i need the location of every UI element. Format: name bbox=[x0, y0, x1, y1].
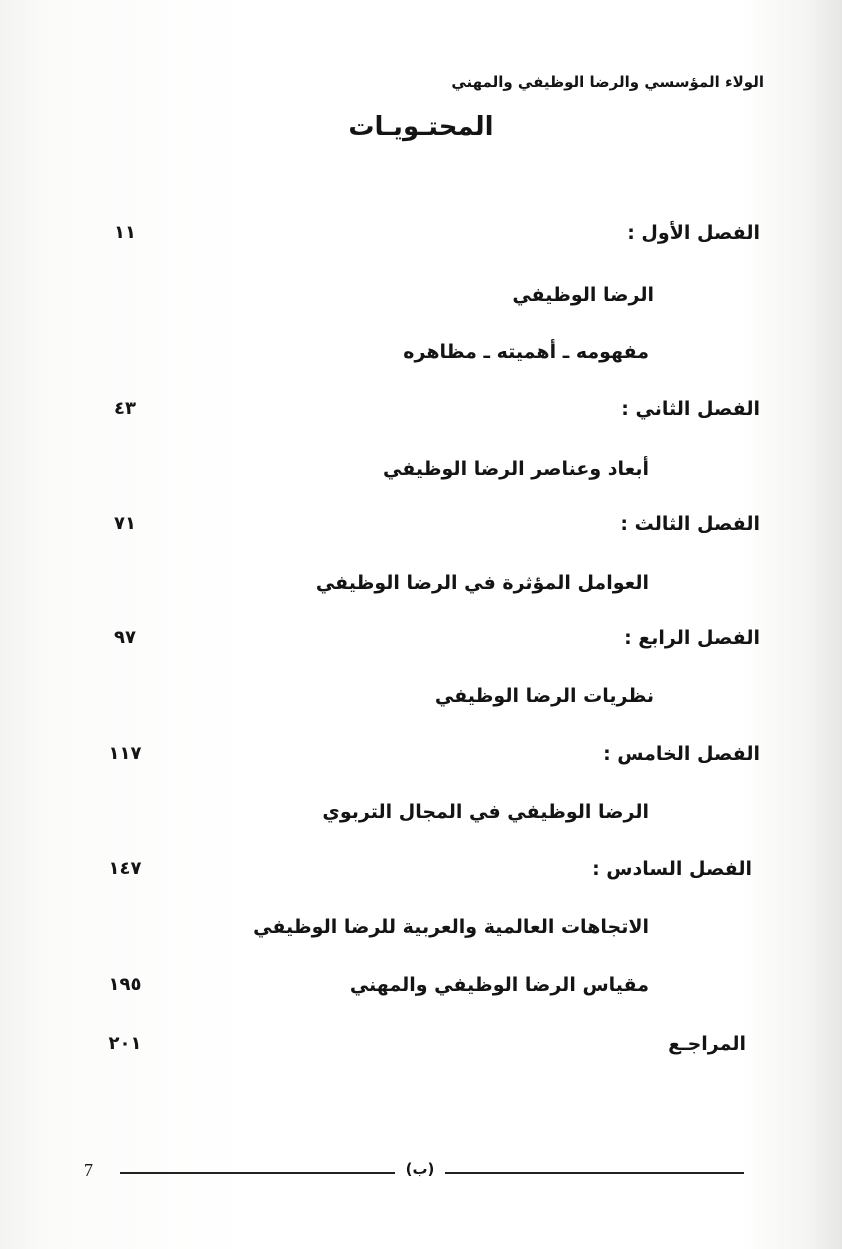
toc-page-number: ٤٣ bbox=[114, 398, 136, 419]
toc-entry-label: نظريات الرضا الوظيفي bbox=[434, 685, 654, 707]
toc-references bbox=[0, 1033, 842, 1073]
toc-chapter-5 bbox=[0, 743, 842, 783]
contents-title: المحتـويـات bbox=[348, 112, 494, 142]
toc-entry-label: الفصل الخامس : bbox=[603, 743, 760, 765]
toc-page-number: ٩٧ bbox=[114, 627, 136, 648]
toc-entry-label: الفصل الرابع : bbox=[624, 627, 760, 649]
toc-page-number: ١٤٧ bbox=[108, 858, 142, 879]
toc-page-number: ١٩٥ bbox=[108, 974, 142, 995]
toc-page-number: ١١ bbox=[114, 222, 136, 243]
running-header bbox=[80, 73, 764, 103]
footer-page-number: 7 bbox=[84, 1160, 93, 1180]
toc-entry-label: الفصل السادس : bbox=[592, 858, 752, 880]
page-footer bbox=[0, 1158, 842, 1188]
toc-entry-label: العوامل المؤثرة في الرضا الوظيفي bbox=[315, 572, 649, 594]
toc-entry-label: الرضا الوظيفي في المجال التربوي bbox=[322, 801, 649, 823]
toc-entry-label: الاتجاهات العالمية والعربية للرضا الوظيفي bbox=[253, 916, 649, 938]
toc-chapter-2 bbox=[0, 398, 842, 438]
header-title: الولاء المؤسسي والرضا الوظيفي والمهني bbox=[451, 73, 764, 91]
toc-entry-label: مفهومه ـ أهميته ـ مظاهره bbox=[403, 341, 649, 363]
toc-page-number: ١١٧ bbox=[108, 743, 142, 764]
toc-chapter-1-subtitle bbox=[0, 341, 842, 381]
toc-chapter-5-title bbox=[0, 801, 842, 841]
toc-entry-label: أبعاد وعناصر الرضا الوظيفي bbox=[382, 458, 649, 480]
toc-chapter-3 bbox=[0, 513, 842, 553]
footer-page-mark: (ب) bbox=[395, 1160, 445, 1178]
toc-entry-label: الرضا الوظيفي bbox=[512, 284, 654, 306]
toc-entry-label: الفصل الثاني : bbox=[621, 398, 760, 420]
toc-chapter-4-title bbox=[0, 685, 842, 725]
toc-page-number: ٧١ bbox=[114, 513, 136, 534]
toc-chapter-1 bbox=[0, 222, 842, 262]
toc-chapter-4 bbox=[0, 627, 842, 667]
toc-chapter-6-title bbox=[0, 916, 842, 956]
toc-entry-label: الفصل الثالث : bbox=[620, 513, 760, 535]
toc-chapter-1-title bbox=[0, 284, 842, 324]
toc-entry-label: مقياس الرضا الوظيفي والمهني bbox=[349, 974, 649, 996]
toc-chapter-2-title bbox=[0, 458, 842, 498]
toc-entry-label: الفصل الأول : bbox=[627, 222, 760, 244]
toc-scale-entry bbox=[0, 974, 842, 1014]
toc-page-number: ٢٠١ bbox=[108, 1033, 142, 1054]
toc-chapter-6 bbox=[0, 858, 842, 898]
toc-chapter-3-title bbox=[0, 572, 842, 612]
toc-entry-label: المراجـع bbox=[668, 1033, 746, 1055]
